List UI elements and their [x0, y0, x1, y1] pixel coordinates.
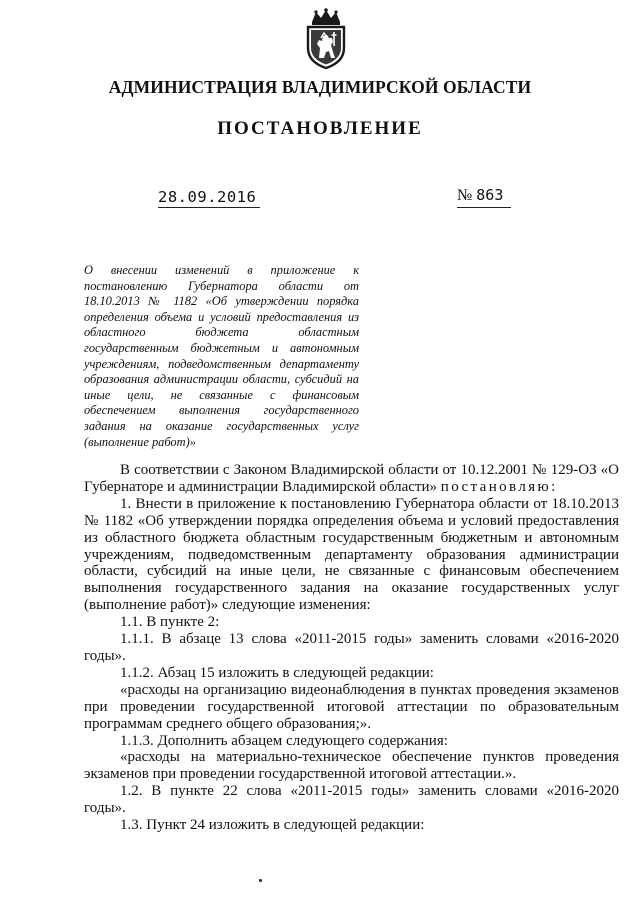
- page-dot-mark: [259, 879, 262, 882]
- paragraph-1-1-2-quote: «расходы на организацию видеонаблюдения в пунктах проведения экзаменов при проведении государственной итоговой аттестации по образовательным программам среднего общего образования;».: [84, 681, 619, 732]
- paragraph-1-1: 1.1. В пункте 2:: [120, 614, 220, 631]
- preamble-paragraph: [84, 462, 619, 496]
- document-subject: О внесении изменений в приложение к постановлению Губернатора области от 18.10.2013 № 1182 «Об утверждении порядка определения объема и условий предоставления из областного бюджета областным государственным бюджетным и автономным учреждениям, подведомственным департаменту образования администрации области, субсидий на иные цели, не связанные с финансовым обеспечением выполнения государственного задания на оказание государственных услуг (выполнение работ)»: [84, 263, 359, 449]
- document-date: 28.09.2016: [158, 188, 260, 208]
- document-number: [457, 186, 511, 208]
- number-value: 863: [476, 186, 504, 204]
- organization-title: АДМИНИСТРАЦИЯ ВЛАДИМИРСКОЙ ОБЛАСТИ: [108, 77, 532, 97]
- paragraph-1-2: 1.2. В пункте 22 слова «2011-2015 годы» заменить словами «2016-2020 годы».: [84, 783, 619, 817]
- paragraph-1-1-3: 1.1.3. Дополнить абзацем следующего содержания:: [120, 732, 448, 749]
- paragraph-1-1-1: 1.1.1. В абзаце 13 слова «2011-2015 годы» заменить словами «2016-2020 годы».: [84, 631, 619, 664]
- number-sign: №: [457, 187, 473, 204]
- decree-word: постановляю:: [440, 478, 558, 495]
- document-type-title: ПОСТАНОВЛЕНИЕ: [217, 118, 423, 139]
- paragraph-1-3: 1.3. Пункт 24 изложить в следующей редакции:: [120, 817, 425, 834]
- document-body: [84, 462, 619, 834]
- preamble-text: В соответствии с Законом Владимирской области от 10.12.2001 № 129-ОЗ «О Губернаторе и администрации Владимирской области»: [84, 462, 619, 495]
- paragraph-1: 1. Внести в приложение к постановлению Губернатора области от 18.10.2013 № 1182 «Об утверждении порядка определения объема и условий предоставления из областного бюджета областным государственным бюджетным и автономным учреждениям, подведомственным департаменту образования администрации области, субсидий на иные цели, не связанные с финансовым обеспечением выполнения государственного задания на оказание государственных услуг (выполнение работ)» следующие изменения:: [84, 495, 619, 614]
- paragraph-1-1-2: 1.1.2. Абзац 15 изложить в следующей редакции:: [120, 664, 434, 681]
- paragraph-1-1-3-quote: «расходы на материально-техническое обеспечение пунктов проведения экзаменов при проведении государственной итоговой аттестации.».: [84, 749, 619, 783]
- coat-of-arms-icon: [302, 8, 350, 70]
